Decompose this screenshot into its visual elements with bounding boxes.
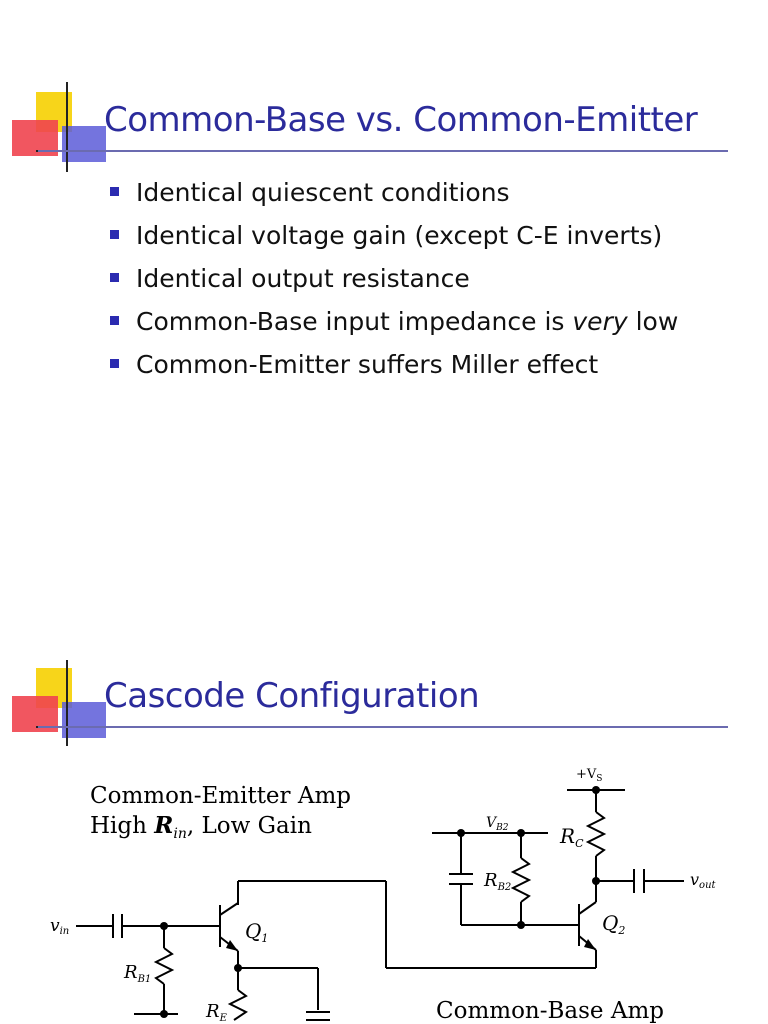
bullet-emphasis: very <box>572 307 628 336</box>
rc-label: $R_C$ <box>560 824 584 850</box>
q2-label: $Q_2$ <box>602 911 626 937</box>
bullet-text-end: low <box>627 307 679 336</box>
bullet-text: Common-Base input impedance is <box>136 307 573 336</box>
vin-label: vin <box>50 916 70 937</box>
re-label: $R_E$ <box>206 1001 227 1024</box>
slide-1-title: Common-Base vs. Common-Emitter <box>104 100 698 140</box>
vb2-label: $V_{B2}$ <box>486 815 509 833</box>
cb-amp-label: Common-Base Amp <box>436 998 664 1024</box>
vout-label: vout <box>690 870 716 891</box>
rb2-label: $R_{B2}$ <box>484 870 512 893</box>
rb1-label: $R_{B1}$ <box>124 962 152 985</box>
bullet-text: Identical voltage gain (except C-E inverts) <box>136 221 663 250</box>
bullet-text: Identical quiescent conditions <box>136 178 510 207</box>
bullet-text: Identical output resistance <box>136 264 470 293</box>
vs-label: $+V_S$ <box>576 767 603 784</box>
q1-label: $Q_1$ <box>245 919 269 945</box>
slide-2-title: Cascode Configuration <box>104 676 480 716</box>
ce-amp-sublabel: High $R_{in}$, Low Gain <box>90 812 312 842</box>
bullet-text: Common-Emitter suffers Miller effect <box>136 350 599 379</box>
ce-amp-label: Common-Emitter Amp <box>90 783 351 809</box>
